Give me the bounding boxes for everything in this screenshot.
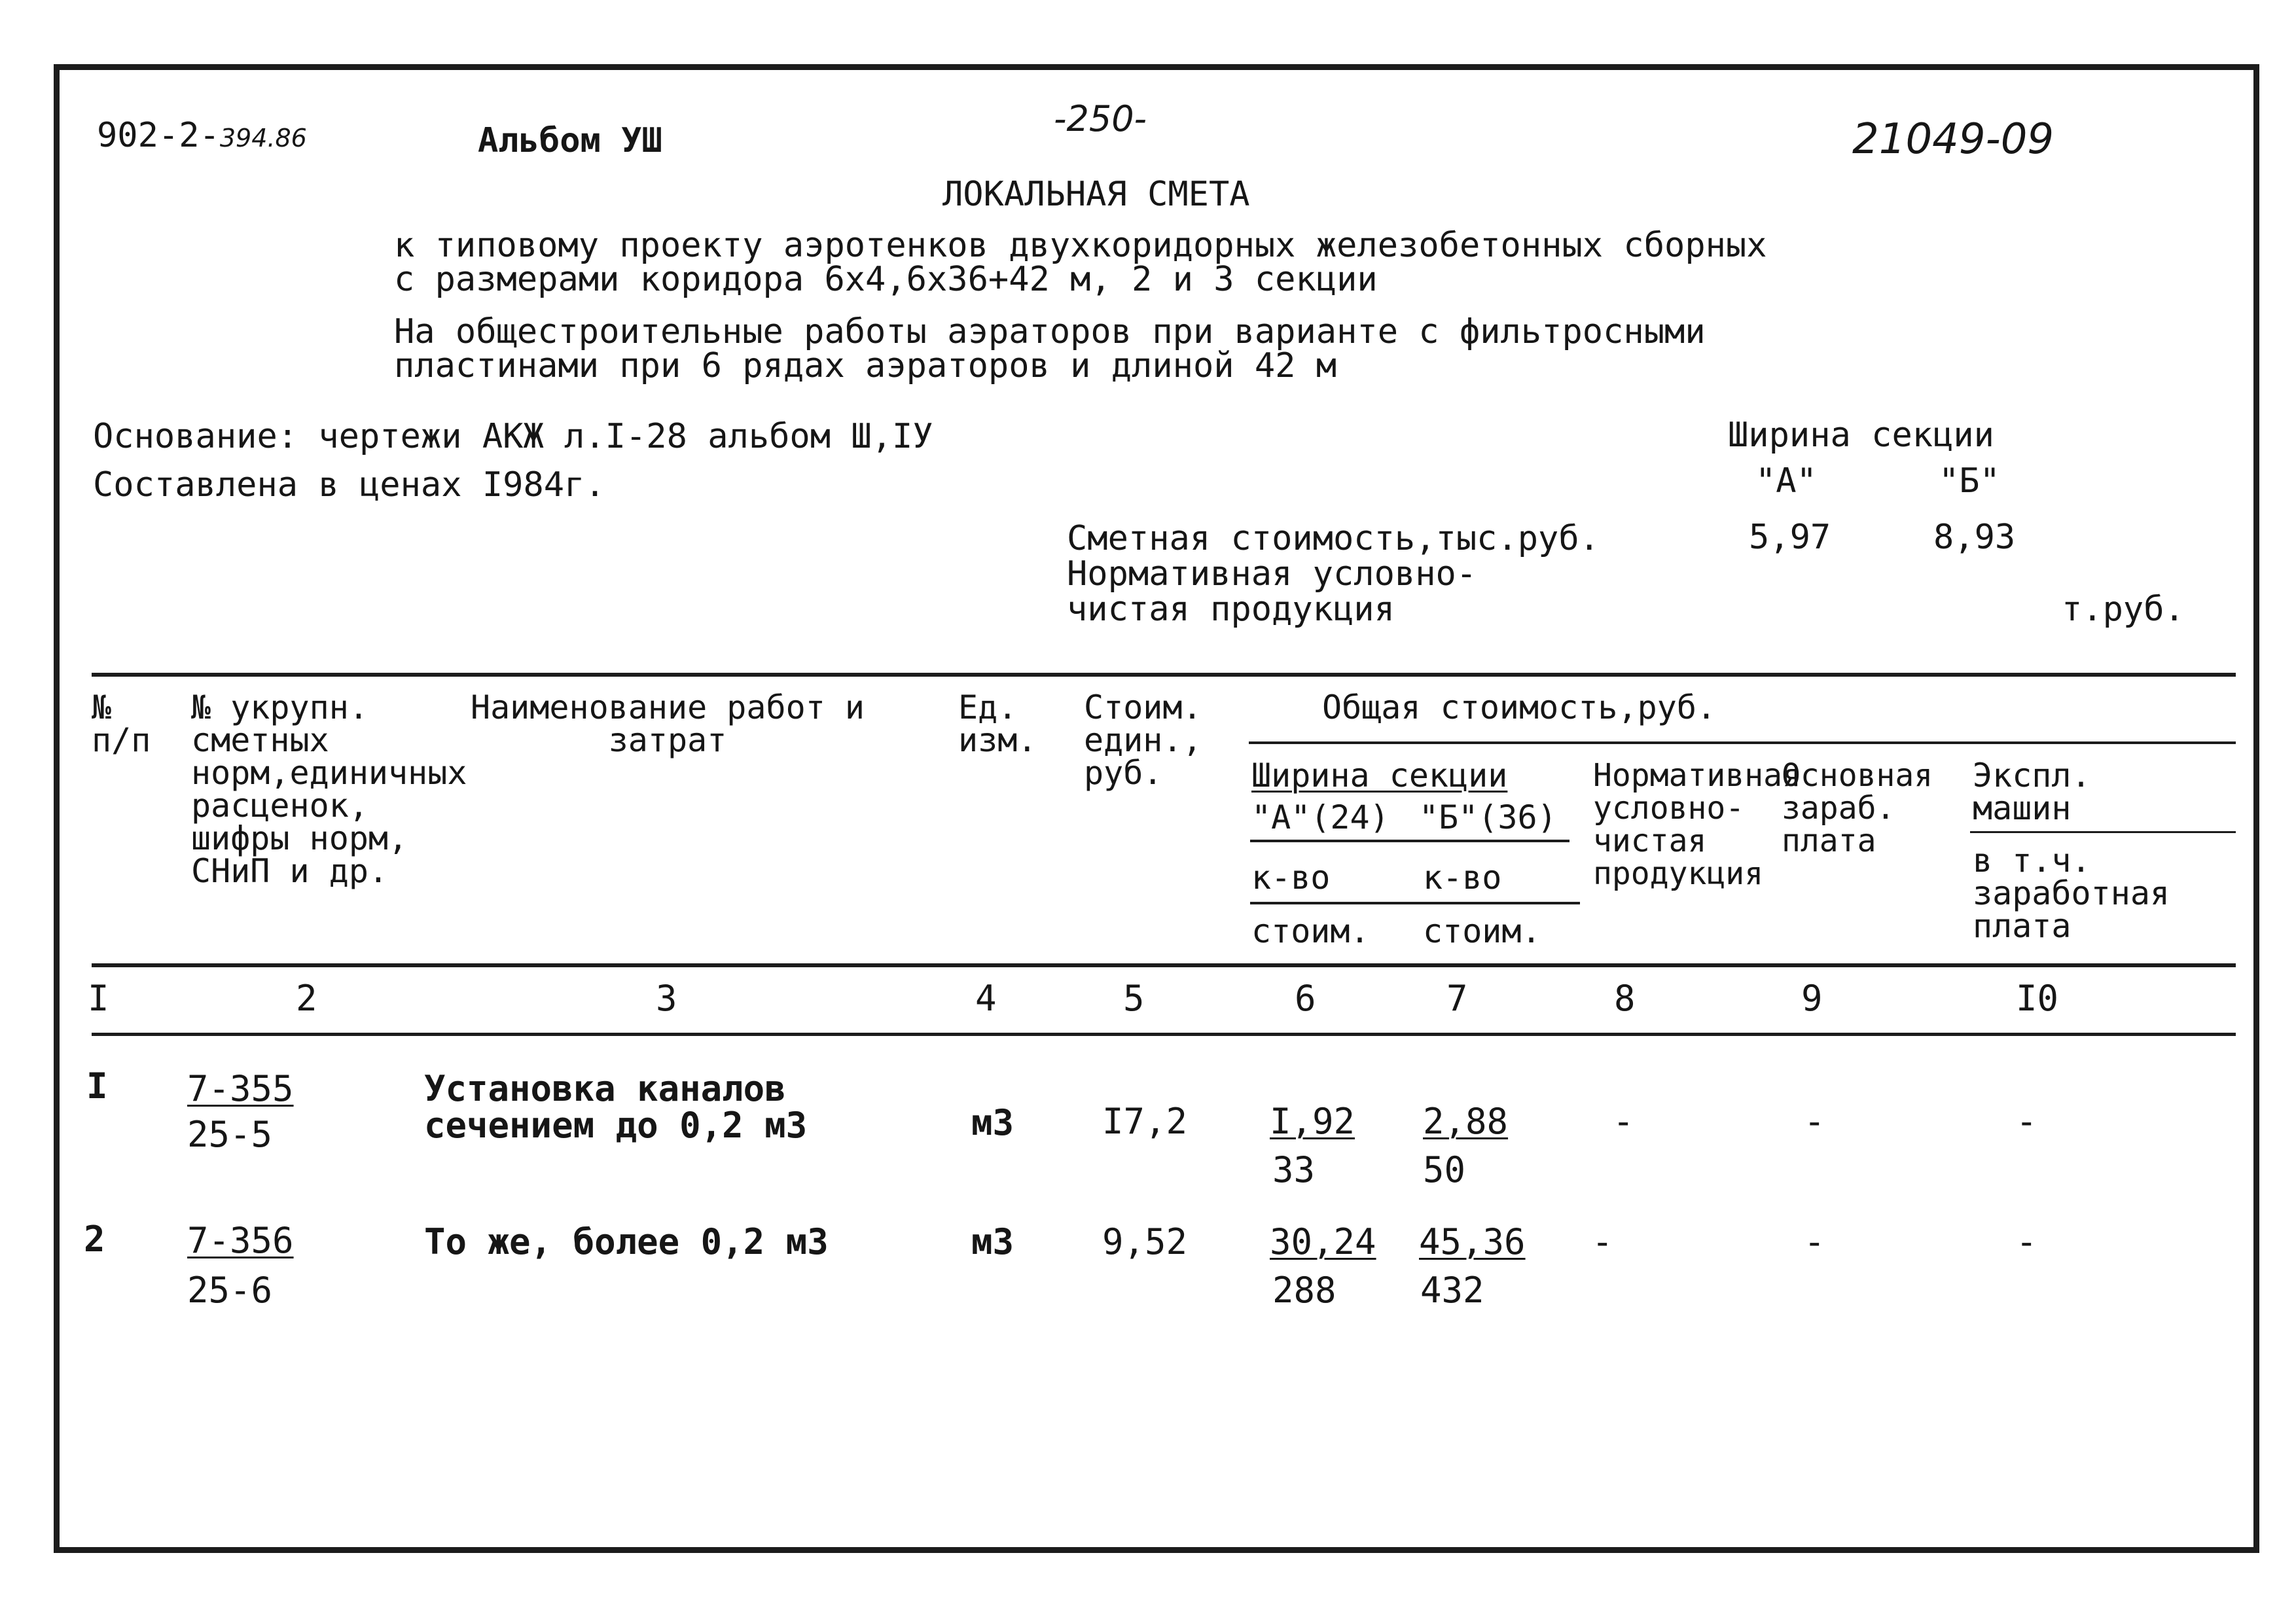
row-unit: м3 <box>971 1221 1014 1262</box>
document-heading: ЛОКАЛЬНАЯ СМЕТА <box>942 175 1250 214</box>
title-line-2: с размерами коридора 6х4,6х36+42 м, 2 и 3 секции <box>394 260 1378 299</box>
col-number-1: I <box>88 978 109 1019</box>
row-work-name: То же, более 0,2 м3 <box>424 1221 829 1262</box>
normative-product-label-2: чистая продукция <box>1067 590 1395 629</box>
header-col-8: Нормативная условно-чистая продукция <box>1593 757 1801 892</box>
header-col-7-cost: стоим. <box>1423 912 1541 950</box>
row-work-name: Установка каналов сечением до 0,2 м3 <box>424 1068 808 1146</box>
header-col-7-qty: к-во <box>1423 859 1502 897</box>
section-types-rule <box>1250 840 1570 842</box>
header-col-9: Основная зараб. плата <box>1782 757 1933 859</box>
row-machines: - <box>2016 1221 2037 1262</box>
row-a-cost: 33 <box>1272 1149 1316 1190</box>
estimated-cost-label: Сметная стоимость,тыс.руб. <box>1067 519 1600 558</box>
col-number-5: 5 <box>1123 978 1145 1019</box>
row-code-top: 7-356 <box>187 1220 294 1261</box>
row-normative-product: - <box>1592 1221 1613 1262</box>
row-machines: - <box>2016 1101 2037 1142</box>
row-code-top: 7-355 <box>187 1068 294 1109</box>
col-number-4: 4 <box>975 978 997 1019</box>
basis-line: Основание: чертежи АКЖ л.I-28 альбом Ш,IУ <box>93 417 933 456</box>
section-a-label: "А" <box>1755 461 1817 501</box>
row-a-cost: 288 <box>1272 1270 1336 1311</box>
header-col-1: № п/п <box>92 688 151 759</box>
row-base-salary: - <box>1804 1101 1825 1142</box>
col-number-7: 7 <box>1446 978 1468 1019</box>
normative-product-label-1: Нормативная условно- <box>1067 554 1477 594</box>
qty-rule <box>1250 902 1580 904</box>
header-section-width: Ширина секции <box>1251 757 1508 794</box>
row-number: I <box>86 1065 108 1107</box>
prices-year-line: Составлена в ценах I984г. <box>93 465 605 505</box>
header-col-10-bottom: в т.ч. заработная плата <box>1973 842 2170 945</box>
header-col-3: Наименование работ и затрат <box>470 688 865 759</box>
title-line-4: пластинами при 6 рядах аэраторов и длиной 42 м <box>394 346 1337 385</box>
row-unit-cost: I7,2 <box>1102 1101 1188 1142</box>
row-a-qty: I,92 <box>1270 1101 1355 1142</box>
col-numbers-rule <box>92 1033 2236 1036</box>
page-number: -250- <box>1054 98 1147 139</box>
row-base-salary: - <box>1804 1221 1825 1262</box>
row-unit-cost: 9,52 <box>1102 1221 1188 1262</box>
row-b-qty: 45,36 <box>1419 1221 1526 1262</box>
header-col-10-top: Экспл. машин <box>1973 757 2091 827</box>
row-unit: м3 <box>971 1102 1014 1143</box>
header-col-2: № укрупн. сметных норм,единичных расценок, шифры норм, СНиП и др. <box>191 688 467 890</box>
row-b-cost: 50 <box>1423 1149 1466 1190</box>
row-number: 2 <box>84 1219 105 1260</box>
row-code-bottom: 25-6 <box>187 1270 273 1311</box>
col-number-8: 8 <box>1614 978 1636 1019</box>
header-col-7-top: "Б"(36) <box>1419 798 1557 836</box>
machines-rule <box>1970 831 2236 833</box>
row-a-qty: 30,24 <box>1270 1221 1376 1262</box>
title-line-1: к типовому проекту аэротенков двухкоридорных железобетонных сборных <box>394 226 1767 265</box>
header-col-6-qty: к-во <box>1251 859 1331 897</box>
project-code: 902-2-394.86 <box>97 116 307 155</box>
header-col-4: Ед. изм. <box>958 688 1037 759</box>
col-number-2: 2 <box>296 978 317 1019</box>
estimated-cost-b: 8,93 <box>1933 518 2016 557</box>
header-col-6-cost: стоим. <box>1251 912 1370 950</box>
total-cost-rule <box>1249 741 2236 744</box>
row-b-qty: 2,88 <box>1423 1101 1509 1142</box>
col-number-6: 6 <box>1295 978 1316 1019</box>
header-total-cost: Общая стоимость,руб. <box>1322 688 1717 726</box>
estimated-cost-a: 5,97 <box>1749 518 1831 557</box>
col-number-9: 9 <box>1801 978 1823 1019</box>
col-number-10: I0 <box>2016 978 2059 1019</box>
unit-label: т.руб. <box>2062 590 2185 629</box>
row-b-cost: 432 <box>1420 1270 1484 1311</box>
header-bottom-rule <box>92 963 2236 967</box>
sheet-code: 21049-09 <box>1852 115 2054 164</box>
section-b-label: "Б" <box>1939 461 2000 501</box>
row-normative-product: - <box>1613 1101 1634 1142</box>
col-number-3: 3 <box>656 978 677 1019</box>
row-code-bottom: 25-5 <box>187 1114 273 1155</box>
album-label: Альбом УШ <box>478 121 662 160</box>
table-top-rule <box>92 673 2236 677</box>
title-line-3: На общестроительные работы аэраторов при варианте с фильтросными <box>394 312 1706 351</box>
section-width-label: Ширина секции <box>1728 416 1994 455</box>
header-col-6-top: "А"(24) <box>1251 798 1390 836</box>
header-col-5: Стоим. един., руб. <box>1084 688 1202 792</box>
